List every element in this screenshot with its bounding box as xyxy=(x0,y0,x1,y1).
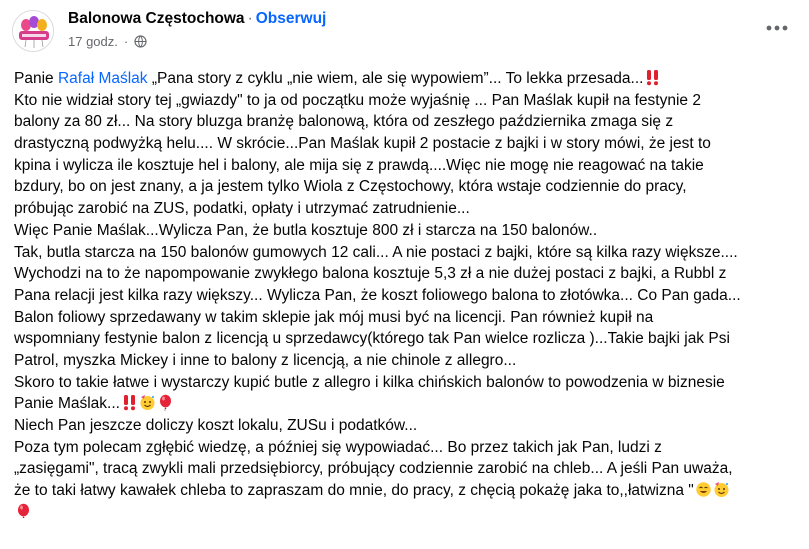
post-body xyxy=(14,68,809,523)
post-line xyxy=(14,68,809,90)
post-line xyxy=(14,480,809,502)
post-text-segment: „Pana story z cyklu „nie wiem, ale się wypowiem”... To lekka przesada... xyxy=(147,70,644,87)
post-time[interactable]: 17 godz. xyxy=(68,34,118,49)
post-line: próbując zarobić na ZUS, podatki, opłaty i utrzymać zatrudnienie... xyxy=(14,200,470,218)
post-line: Balon foliowy sprzedawany w takim sklepie jak mój musi być na licencji. Pan również kupił na xyxy=(14,308,654,326)
party-face-icon xyxy=(713,481,730,498)
party-face-icon xyxy=(139,394,156,411)
author-name[interactable]: Balonowa Częstochowa xyxy=(68,10,245,27)
double-exclamation-icon xyxy=(644,69,661,86)
mention-link[interactable]: Rafał Maślak xyxy=(57,70,148,87)
globe-icon xyxy=(134,35,147,51)
balloon-logo-icon[interactable] xyxy=(12,10,54,52)
post-line: balony za 80 zł... Na story bluzga branżę balonową, która od zeszłego października zmaga się z xyxy=(14,113,674,131)
post-meta xyxy=(68,34,147,51)
double-exclamation-icon xyxy=(121,394,138,411)
post-line: Poza tym polecam zgłębić wiedzę, a później się wypowiadać... Bo przez takich jak Pan, ludzi z xyxy=(14,438,662,456)
post-line: Pana relacji jest kilka razy większy... Wylicza Pan, że koszt foliowego balona to złotówka... Co Pan gada... xyxy=(14,286,741,304)
post-line: Wychodzi na to że napompowanie zwykłego balona kosztuje 5,3 zł a nie dużej postaci z bajki, a Rubbl z xyxy=(14,265,727,283)
more-options-icon[interactable] xyxy=(763,16,791,40)
separator-dot: · xyxy=(247,10,253,27)
post-line: kpina i wylicza ile kosztuje hel i balony, ale mija się z prawdą....Więc nie mogę nie reagować na takie xyxy=(14,156,704,174)
post-line xyxy=(14,393,809,415)
follow-button[interactable]: Obserwuj xyxy=(255,10,327,27)
post-line: Niech Pan jeszcze doliczy koszt lokalu, ZUSu i podatków... xyxy=(14,417,418,434)
post-line: Skoro to takie łatwe i wystarczy kupić butle z allegro i kilka chińskich balonów to powodzenia w biznesie xyxy=(14,373,725,391)
post-header xyxy=(0,0,809,62)
post-line: Tak, butla starcza na 150 balonów gumowych 12 cali... A nie postaci z bajki, które są kilka razy większe.... xyxy=(14,243,738,261)
time-separator: · xyxy=(123,34,129,49)
smiling-face-icon xyxy=(695,481,712,498)
post-line: Więc Panie Maślak...Wylicza Pan, że butla kosztuje 800 zł i starcza na 150 balonów.. xyxy=(14,221,598,239)
post-text-segment: że to taki łatwy kawałek chleba to zapraszam do mnie, do pracy, z chęcią pokażę jaka to,,łatwizna " xyxy=(14,482,694,500)
post-line: wspomniany festynie balon z licencją u sprzedawcy(którego tak Pan wielce rozlicza )...Takie bajki jak Psi xyxy=(14,330,730,348)
author-line xyxy=(68,10,326,28)
post-line: bzdury, bo on jest znany, a ja jestem tylko Wiola z Częstochowy, która wstaje codziennie do pracy, xyxy=(14,178,687,196)
balloon-icon xyxy=(15,503,32,520)
post-line: Patrol, myszka Mickey i inne to balony z licencją, a nie chinole z allegro... xyxy=(14,351,517,369)
balloon-icon xyxy=(157,394,174,411)
post-text-segment: Panie xyxy=(14,70,58,87)
post-line: „zasięgami", tracą zwykli mali przedsiębiorcy, próbujący codziennie zarobić na chleb... A jeśli Pan uważa, xyxy=(14,460,733,478)
post-line: Kto nie widział story tej „gwiazdy" to ja od początku może wyjaśnię ... Pan Maślak kupił na festynie 2 xyxy=(14,91,701,109)
post-line: drastyczną podwyżką helu.... W skrócie...Pan Maślak kupił 2 postacie z bajki i w story mówi, że jest to xyxy=(14,135,711,153)
post-text-segment: Panie Maślak... xyxy=(14,395,120,413)
post-line xyxy=(14,502,809,524)
